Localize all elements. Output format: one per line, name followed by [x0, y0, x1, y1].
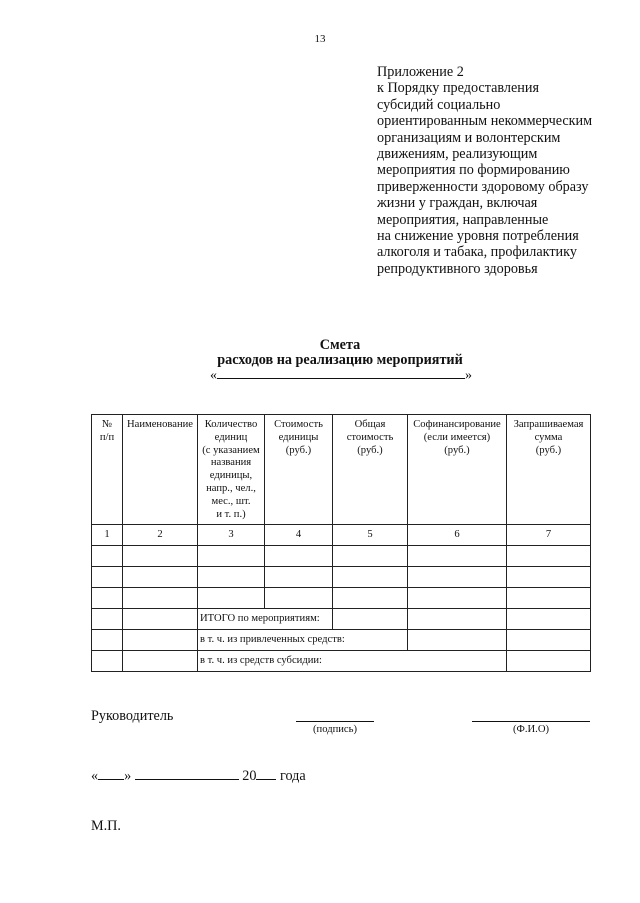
- header-cell: [408, 415, 507, 525]
- year-prefix: 20: [242, 768, 257, 784]
- header-cell: Наименование: [123, 415, 198, 525]
- column-number-row: [92, 525, 591, 546]
- table-cell: [92, 609, 123, 630]
- header-num-line: п/п: [99, 431, 115, 443]
- document-subtitle: расходов на реализацию мероприятий: [217, 352, 463, 368]
- header-cell: [92, 415, 123, 525]
- appendix-line: мероприятия, направленные: [377, 211, 549, 228]
- table-cell: [92, 651, 123, 672]
- event-name-field: [217, 366, 465, 379]
- table-cell: [333, 609, 408, 630]
- attracted-funds-label: в т. ч. из привлеченных средств:: [198, 630, 408, 651]
- table-cell: [408, 630, 507, 651]
- column-number: 2: [123, 525, 198, 546]
- table-cell: [198, 588, 265, 609]
- appendix-line: жизни у граждан, включая: [377, 195, 538, 212]
- header-cell: [333, 415, 408, 525]
- header-cofinancing: Софинансирование (если имеется) (руб.): [413, 419, 501, 456]
- date-line: [91, 767, 306, 785]
- table-cell: [408, 567, 507, 588]
- table-cell: [123, 567, 198, 588]
- table-cell: [123, 609, 198, 630]
- column-number: 7: [507, 525, 591, 546]
- table-cell: [507, 630, 591, 651]
- stamp-label: М.П.: [91, 818, 121, 834]
- table-cell: [265, 567, 333, 588]
- table-cell: [507, 567, 591, 588]
- table-cell: [123, 651, 198, 672]
- header-unit-cost: Стоимость единицы (руб.): [274, 419, 323, 456]
- appendix-line: к Порядку предоставления: [377, 80, 539, 97]
- appendix-line: алкоголя и табака, профилактику: [377, 244, 577, 261]
- day-field: [98, 767, 124, 780]
- open-quote: «: [210, 368, 217, 383]
- total-label: ИТОГО по мероприятиям:: [198, 609, 333, 630]
- table-row: [92, 546, 591, 567]
- table-cell: [333, 546, 408, 567]
- full-name-line: [472, 721, 590, 722]
- table-cell: [408, 609, 507, 630]
- date-close-quote: »: [124, 768, 132, 784]
- table-cell: [408, 546, 507, 567]
- estimate-table: [91, 414, 591, 672]
- table-cell: [92, 567, 123, 588]
- column-number: 1: [92, 525, 123, 546]
- subsidy-funds-label: в т. ч. из средств субсидии:: [198, 651, 507, 672]
- table-cell: [507, 651, 591, 672]
- header-row: [92, 415, 591, 525]
- table-cell: [507, 546, 591, 567]
- header-cell: [198, 415, 265, 525]
- appendix-line: мероприятия по формированию: [377, 162, 570, 179]
- appendix-line: на снижение уровня потребления: [377, 228, 579, 245]
- table-cell: [333, 567, 408, 588]
- table-cell: [507, 609, 591, 630]
- table-cell: [507, 588, 591, 609]
- close-quote: »: [465, 368, 472, 383]
- month-field: [135, 767, 239, 780]
- event-name-blank: [210, 366, 472, 384]
- column-number: 6: [408, 525, 507, 546]
- signature-caption: (подпись): [313, 724, 357, 735]
- column-number: 3: [198, 525, 265, 546]
- appendix-line: приверженности здоровому образу: [377, 178, 589, 195]
- table-cell: [265, 546, 333, 567]
- table-cell: [333, 588, 408, 609]
- appendix-line: движениям, реализующим: [377, 146, 538, 163]
- column-number: 5: [333, 525, 408, 546]
- table-cell: [408, 588, 507, 609]
- signature-line: [296, 721, 374, 722]
- table-cell: [123, 630, 198, 651]
- header-requested: Запрашиваемая сумма (руб.): [513, 419, 584, 456]
- table-cell: [198, 546, 265, 567]
- table-cell: [198, 567, 265, 588]
- header-qty: Количество единиц (с указанием названия единицы, напр., чел., мес., шт. и т. п.): [202, 419, 260, 520]
- appendix-line: репродуктивного здоровья: [377, 260, 538, 277]
- header-total-cost: Общая стоимость (руб.): [346, 419, 394, 456]
- table-cell: [92, 588, 123, 609]
- appendix-line: субсидий социально: [377, 96, 501, 113]
- attracted-funds-row: [92, 630, 591, 651]
- appendix-line: организациям и волонтерским: [377, 129, 561, 146]
- year-field: [256, 767, 276, 780]
- appendix-line: Приложение 2: [377, 64, 464, 80]
- appendix-note: [377, 64, 627, 277]
- year-suffix: года: [280, 768, 306, 784]
- head-label: Руководитель: [91, 708, 174, 724]
- table-cell: [265, 588, 333, 609]
- table-row: [92, 588, 591, 609]
- table-row: [92, 567, 591, 588]
- date-open-quote: «: [91, 768, 99, 784]
- subsidy-funds-row: [92, 651, 591, 672]
- table-cell: [123, 588, 198, 609]
- total-row: [92, 609, 591, 630]
- header-cell: [265, 415, 333, 525]
- appendix-line: ориентированным некоммерческим: [377, 113, 593, 130]
- table-cell: [92, 546, 123, 567]
- column-number: 4: [265, 525, 333, 546]
- full-name-caption: (Ф.И.О): [512, 724, 550, 735]
- document-title: Смета: [319, 337, 361, 353]
- table-cell: [123, 546, 198, 567]
- page-number: 13: [314, 33, 326, 45]
- header-cell: [507, 415, 591, 525]
- header-num-line: №: [101, 419, 113, 430]
- table-cell: [92, 630, 123, 651]
